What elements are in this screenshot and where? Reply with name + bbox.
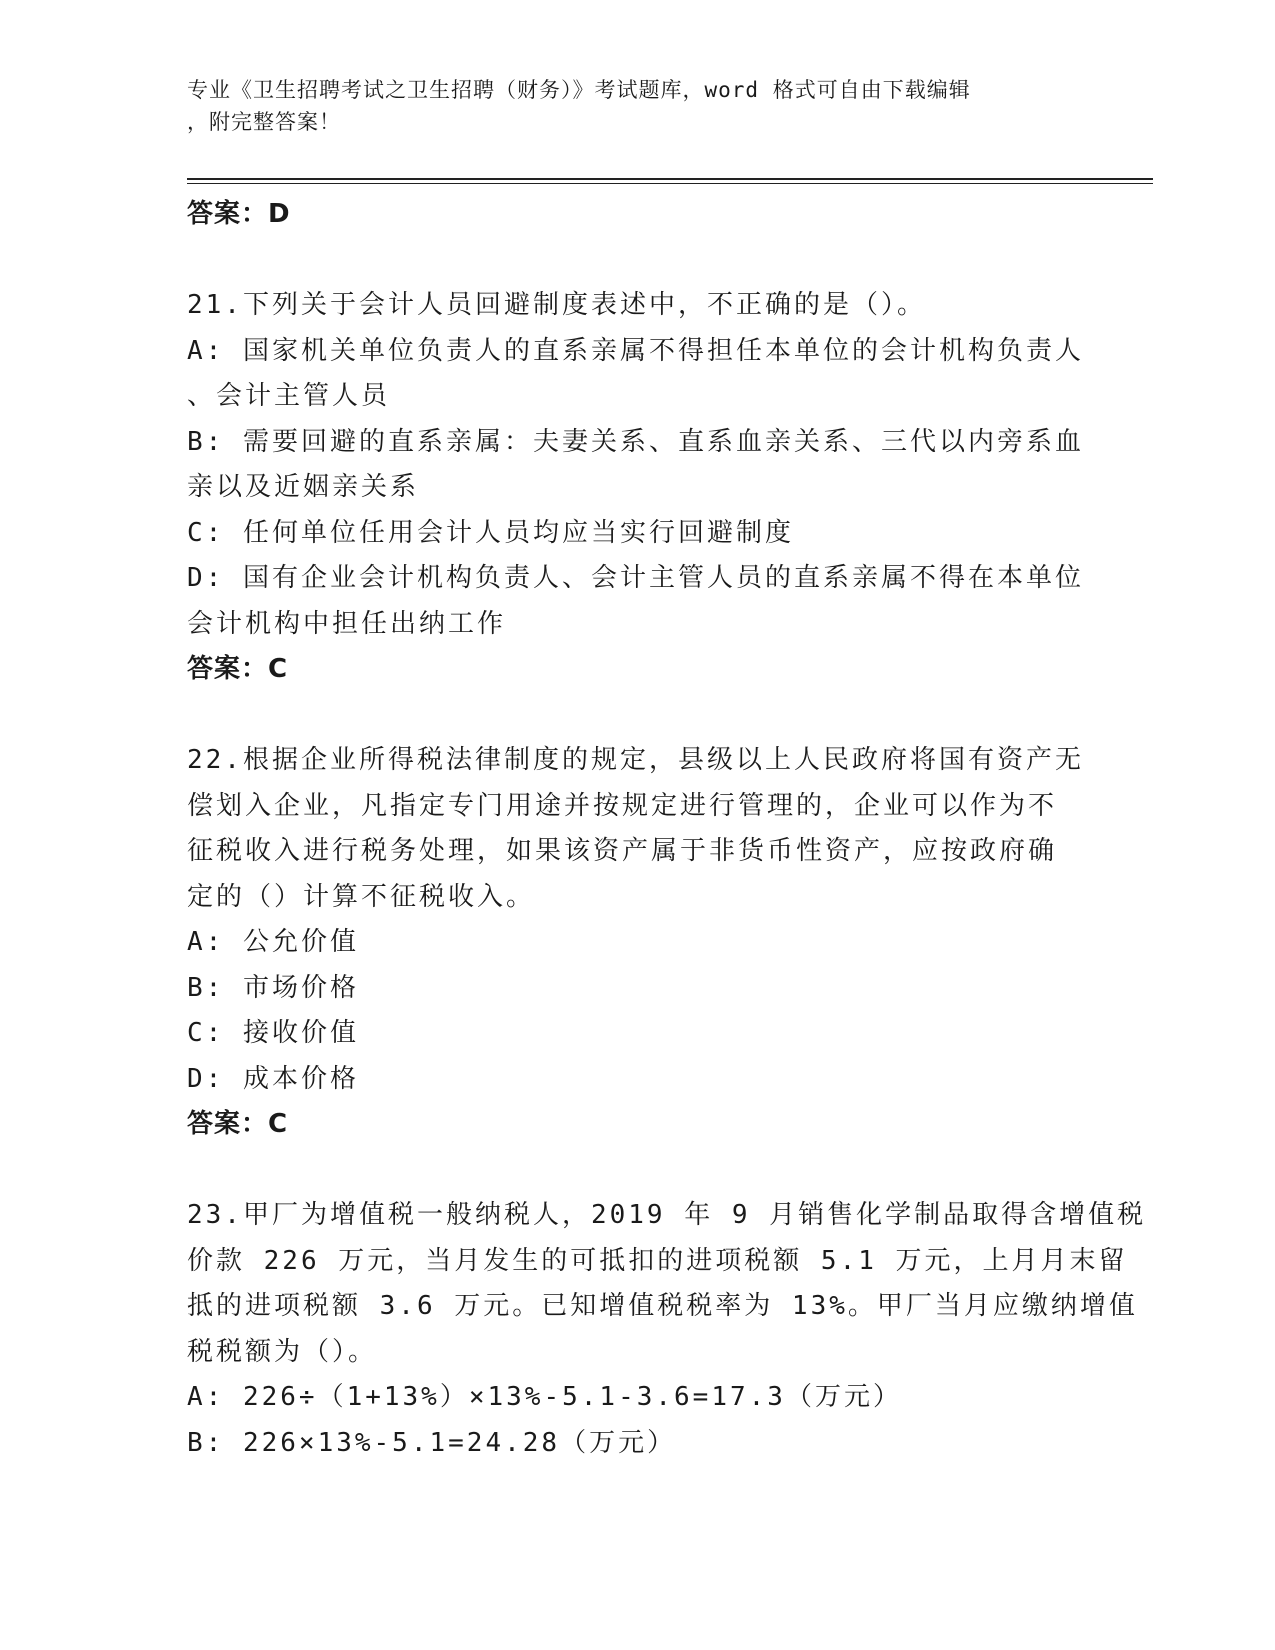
answer-line: 答案：C bbox=[187, 654, 289, 684]
question-stem: 定的（）计算不征税收入。 bbox=[187, 881, 536, 912]
question-stem: 偿划入企业，凡指定专门用途并按规定进行管理的，企业可以作为不 bbox=[187, 790, 1058, 821]
question-stem: 抵的进项税额 3.6 万元。已知增值税税率为 13%。甲厂当月应缴纳增值 bbox=[187, 1291, 1138, 1321]
option-b: B: 市场价格 bbox=[187, 972, 359, 1003]
question-21 bbox=[187, 283, 1087, 693]
header-line: ，附完整答案！ bbox=[187, 110, 341, 134]
option-d: D: 成本价格 bbox=[187, 1063, 359, 1094]
option-a bbox=[187, 329, 1087, 420]
question-stem: 税税额为（）。 bbox=[187, 1336, 378, 1367]
question-22 bbox=[187, 738, 1087, 1148]
option-text: C: 任何单位任用会计人员均应当实行回避制度 bbox=[187, 517, 794, 548]
option-text: D: 国有企业会计机构负责人、会计主管人员的直系亲属不得在本单位 bbox=[187, 563, 1084, 593]
header-divider bbox=[187, 178, 1153, 180]
option-d bbox=[187, 556, 1087, 647]
option-text: 亲以及近姻亲关系 bbox=[187, 472, 420, 502]
option-a: A: 226÷（1+13%）×13%-5.1-3.6=17.3（万元） bbox=[187, 1382, 902, 1412]
spacer bbox=[187, 1148, 1087, 1194]
question-stem: 22.根据企业所得税法律制度的规定，县级以上人民政府将国有资产无 bbox=[187, 745, 1084, 775]
option-text: B: 需要回避的直系亲属：夫妻关系、直系血亲关系、三代以内旁系血 bbox=[187, 426, 1084, 457]
option-c bbox=[187, 511, 1087, 557]
answer-line: 答案：C bbox=[187, 1109, 289, 1139]
spacer bbox=[187, 693, 1087, 739]
answer-line: 答案：D bbox=[187, 199, 291, 229]
option-b bbox=[187, 420, 1087, 511]
option-text: 会计机构中担任出纳工作 bbox=[187, 608, 507, 639]
question-stem: 23.甲厂为增值税一般纳税人，2019 年 9 月销售化学制品取得含增值税 bbox=[187, 1200, 1147, 1230]
header-line: 专业《卫生招聘考试之卫生招聘（财务）》考试题库，word 格式可自由下载编辑 bbox=[187, 78, 971, 102]
option-text: A: 国家机关单位负责人的直系亲属不得担任本单位的会计机构负责人 bbox=[187, 335, 1084, 366]
question-stem: 征税收入进行税务处理，如果该资产属于非货币性资产，应按政府确 bbox=[187, 836, 1058, 866]
header-divider-thin bbox=[187, 183, 1153, 184]
question-stem: 价款 226 万元，当月发生的可抵扣的进项税额 5.1 万元，上月月末留 bbox=[187, 1245, 1128, 1276]
spacer bbox=[187, 238, 1087, 284]
question-stem: 21.下列关于会计人员回避制度表述中，不正确的是（）。 bbox=[187, 290, 926, 320]
question-23 bbox=[187, 1193, 1147, 1466]
question-list bbox=[187, 192, 1147, 1466]
option-text: 、会计主管人员 bbox=[187, 381, 391, 411]
page-header bbox=[187, 74, 1087, 138]
option-c: C: 接收价值 bbox=[187, 1018, 359, 1048]
option-a: A: 公允价值 bbox=[187, 927, 359, 957]
option-b: B: 226×13%-5.1=24.28（万元） bbox=[187, 1427, 677, 1458]
